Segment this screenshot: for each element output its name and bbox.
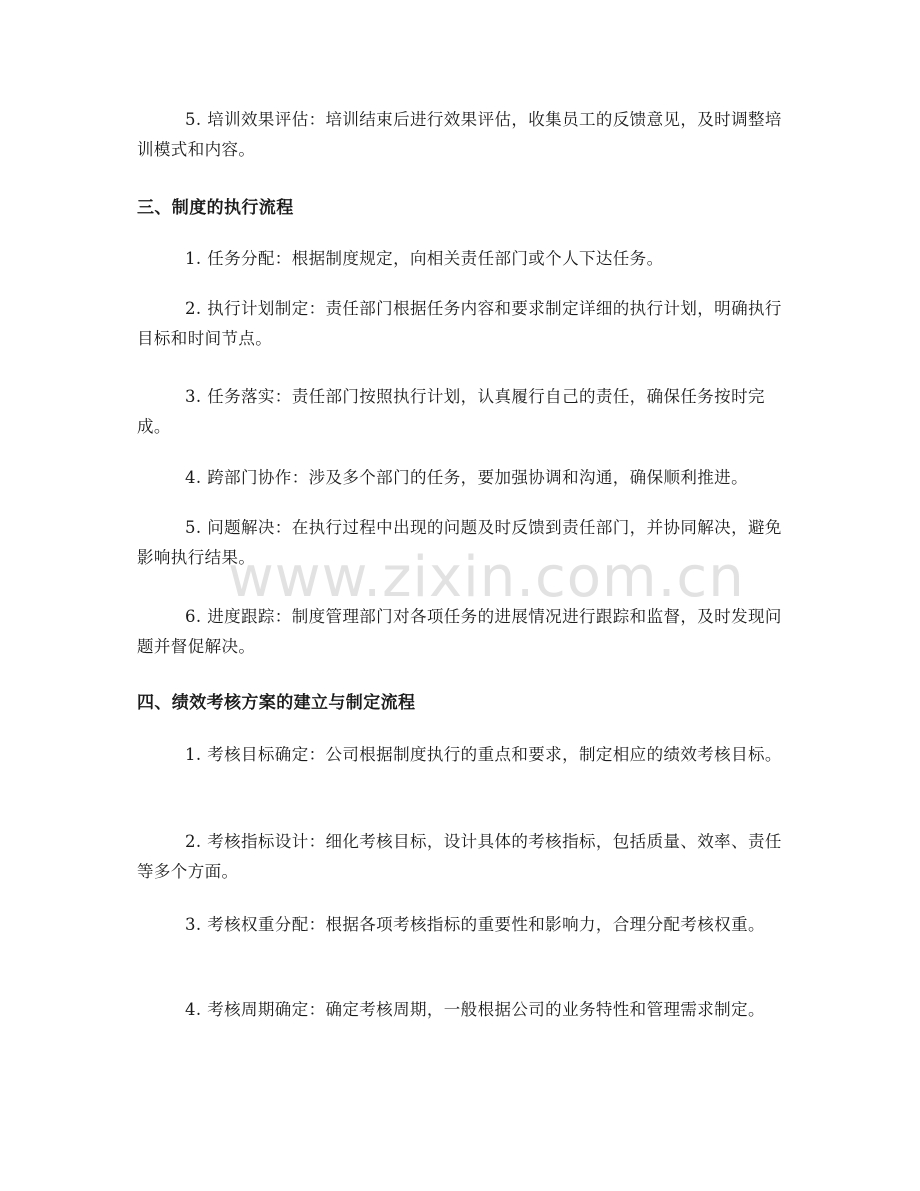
paragraph-assessment-cycle: 4. 考核周期确定：确定考核周期，一般根据公司的业务特性和管理需求制定。 [185,1000,765,1019]
paragraph-cross-department: 4. 跨部门协作：涉及多个部门的任务，要加强协调和沟通，确保顺利推进。 [185,468,748,487]
paragraph-problem-solving: 5. 问题解决：在执行过程中出现的问题及时反馈到责任部门，并协同解决，避免影响执行结果。 [137,518,782,567]
paragraph-task-assignment: 1. 任务分配：根据制度规定，向相关责任部门或个人下达任务。 [185,249,664,268]
section-heading-execution-process: 三、制度的执行流程 [137,198,294,218]
paragraph-assessment-weight: 3. 考核权重分配：根据各项考核指标的重要性和影响力，合理分配考核权重。 [185,915,765,934]
paragraph-assessment-indicators: 2. 考核指标设计：细化考核目标，设计具体的考核指标，包括质量、效率、责任等多个方面。 [137,832,782,881]
paragraph-progress-tracking: 6. 进度跟踪：制度管理部门对各项任务的进展情况进行跟踪和监督，及时发现问题并督促解决。 [137,607,782,656]
paragraph-training-evaluation: 5. 培训效果评估：培训结束后进行效果评估，收集员工的反馈意见，及时调整培训模式和内容。 [137,110,782,159]
watermark-text: www.zixin.com.cn [228,545,745,610]
paragraph-task-implementation: 3. 任务落实：责任部门按照执行计划，认真履行自己的责任，确保任务按时完成。 [137,387,765,436]
section-heading-performance-assessment: 四、绩效考核方案的建立与制定流程 [137,693,416,713]
paragraph-execution-plan: 2. 执行计划制定：责任部门根据任务内容和要求制定详细的执行计划，明确执行目标和时间节点。 [137,299,782,348]
paragraph-assessment-goal: 1. 考核目标确定：公司根据制度执行的重点和要求，制定相应的绩效考核目标。 [185,745,782,764]
